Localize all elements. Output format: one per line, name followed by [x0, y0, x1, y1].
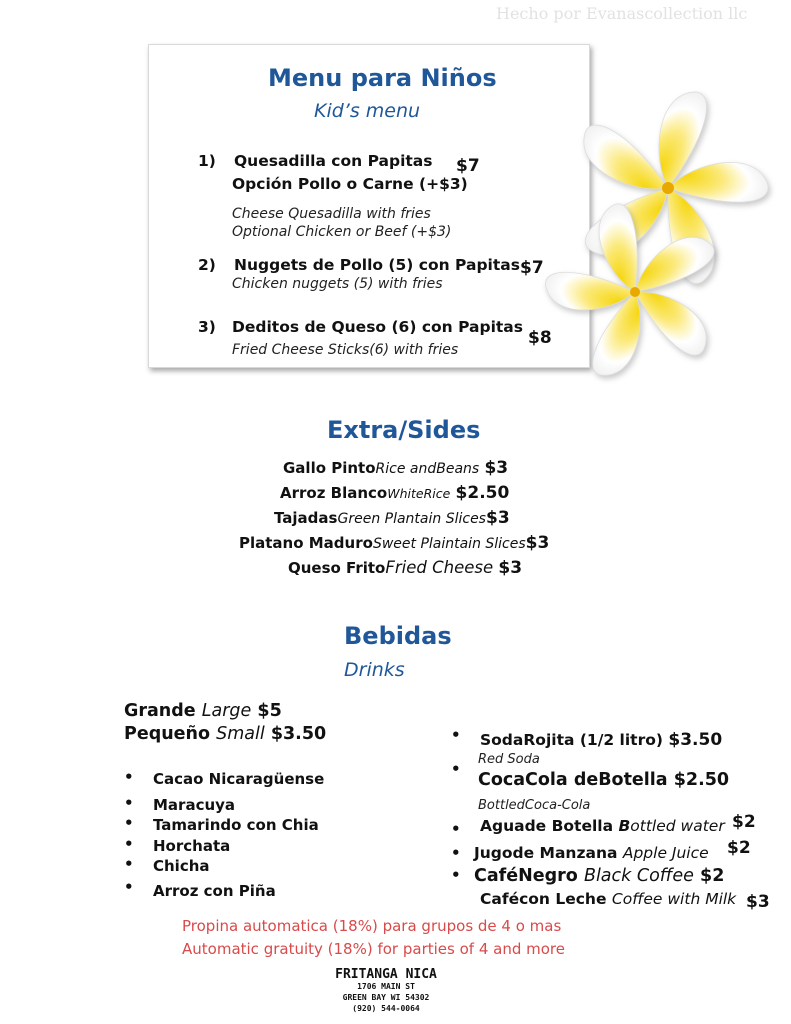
side-price: $3 — [525, 533, 550, 553]
kids-item-number: 1) — [198, 152, 216, 170]
side-name: Platano Maduro — [239, 534, 373, 552]
restaurant-street: 1706 MAIN ST — [357, 982, 415, 991]
drink-item-water — [480, 817, 725, 835]
drink-item-coffee — [474, 866, 724, 886]
drink-description: Black Coffee — [583, 866, 694, 886]
side-row — [239, 533, 549, 553]
side-row — [274, 508, 510, 528]
drink-size-description: Small — [216, 724, 265, 744]
gratuity-spanish: Propina automatica (18%) para grupos de 4 o mas — [182, 917, 562, 935]
side-description: Green Plantain Slices — [337, 511, 486, 527]
side-row — [288, 558, 522, 578]
bullet: • — [124, 794, 134, 812]
drink-item-soda — [480, 730, 722, 750]
side-name: Gallo Pinto — [283, 459, 376, 477]
drink-description: Apple Juice — [622, 844, 709, 862]
bullet: • — [451, 760, 461, 778]
drink-size-row — [124, 724, 326, 744]
kids-item-price: $8 — [528, 328, 552, 348]
kids-item-number: 3) — [198, 318, 216, 336]
drink-price: $2.50 — [673, 770, 730, 790]
kids-item-description: Chicken nuggets (5) with fries — [232, 276, 443, 292]
gratuity-english: Automatic gratuity (18%) for parties of 4 and more — [182, 940, 565, 958]
kids-menu-title: Menu para Niños — [268, 64, 497, 92]
drink-size-name: Grande — [124, 701, 196, 721]
drink-price: $2 — [727, 838, 751, 858]
bullet: • — [124, 768, 134, 786]
drink-description: B — [618, 817, 631, 835]
watermark-text: Hecho por Evanascollection llc — [496, 4, 748, 23]
side-price: $3 — [485, 508, 510, 528]
drink-item-coca — [478, 770, 729, 790]
side-price: $3 — [484, 458, 509, 478]
drink-name: Aguade Botella — [480, 817, 614, 835]
drink-name: Jugode Manzana — [474, 844, 618, 862]
drink-price: $2 — [732, 812, 756, 832]
drink-item: Horchata — [153, 837, 231, 855]
side-name: Tajadas — [274, 509, 338, 527]
drink-item: Chicha — [153, 857, 210, 875]
drink-price: $3 — [746, 892, 770, 912]
side-description: WhiteRice — [387, 486, 451, 501]
side-row — [283, 458, 508, 478]
restaurant-phone: (920) 544-0064 — [352, 1004, 420, 1013]
drinks-subtitle: Drinks — [344, 659, 405, 681]
drink-item: Tamarindo con Chia — [153, 816, 319, 834]
side-description: Sweet Plaintain Slices — [372, 536, 526, 552]
drink-description: ottled water — [630, 817, 725, 835]
drink-price: $3.50 — [668, 730, 723, 750]
drink-item-milk-coffee — [480, 890, 736, 908]
bullet: • — [451, 866, 461, 884]
drink-size-description: Large — [201, 701, 252, 721]
side-description: Fried Cheese — [385, 558, 494, 577]
bullet: • — [124, 878, 134, 896]
drink-description: Coffee with Milk — [611, 890, 737, 908]
kids-item-description: Optional Chicken or Beef (+$3) — [232, 224, 452, 240]
drink-name: CaféNegro — [474, 866, 578, 886]
bullet: • — [451, 844, 461, 862]
kids-item-number: 2) — [198, 256, 216, 274]
drink-size-price: $5 — [257, 701, 282, 721]
plumeria-flowers-decoration — [520, 20, 780, 420]
restaurant-name: FRITANGA NICA — [335, 967, 437, 982]
kids-menu-subtitle: Kid’s menu — [314, 100, 421, 122]
drink-size-name: Pequeño — [124, 724, 211, 744]
bullet: • — [451, 820, 461, 838]
drink-size-row — [124, 701, 282, 721]
drink-description: Red Soda — [478, 752, 540, 767]
drink-size-price: $3.50 — [270, 724, 327, 744]
drink-name: Cafécon Leche — [480, 890, 607, 908]
kids-item-price: $7 — [520, 258, 544, 278]
side-name: Queso Frito — [288, 559, 386, 577]
kids-item-name: Deditos de Queso (6) con Papitas — [232, 318, 523, 336]
bullet: • — [124, 835, 134, 853]
kids-item-name: Nuggets de Pollo (5) con Papitas — [234, 256, 520, 274]
bullet: • — [124, 814, 134, 832]
drink-item: Maracuya — [153, 796, 236, 814]
bullet: • — [451, 726, 461, 744]
kids-item-price: $7 — [456, 156, 480, 176]
side-price: $2.50 — [455, 483, 510, 503]
drink-name: SodaRojita (1/2 litro) — [480, 731, 663, 749]
kids-item-name: Quesadilla con Papitas — [234, 152, 433, 170]
drinks-title: Bebidas — [344, 622, 452, 650]
side-name: Arroz Blanco — [280, 484, 388, 502]
drink-name: CocaCola deBotella — [478, 770, 668, 790]
drink-item: Cacao Nicaragüense — [153, 770, 325, 788]
kids-item-option: Opción Pollo o Carne (+$3) — [232, 175, 468, 193]
kids-item-description: Fried Cheese Sticks(6) with fries — [232, 342, 459, 358]
side-description: Rice andBeans — [375, 461, 480, 477]
drink-item-juice — [474, 844, 709, 862]
drink-price: $2 — [700, 866, 725, 886]
restaurant-city: GREEN BAY WI 54302 — [342, 993, 430, 1002]
bullet: • — [124, 855, 134, 873]
side-row — [280, 483, 509, 503]
sides-title: Extra/Sides — [327, 416, 481, 444]
kids-item-description: Cheese Quesadilla with fries — [232, 206, 431, 222]
side-price: $3 — [498, 558, 523, 578]
drink-description: BottledCoca-Cola — [478, 798, 591, 813]
drink-item: Arroz con Piña — [153, 882, 276, 900]
